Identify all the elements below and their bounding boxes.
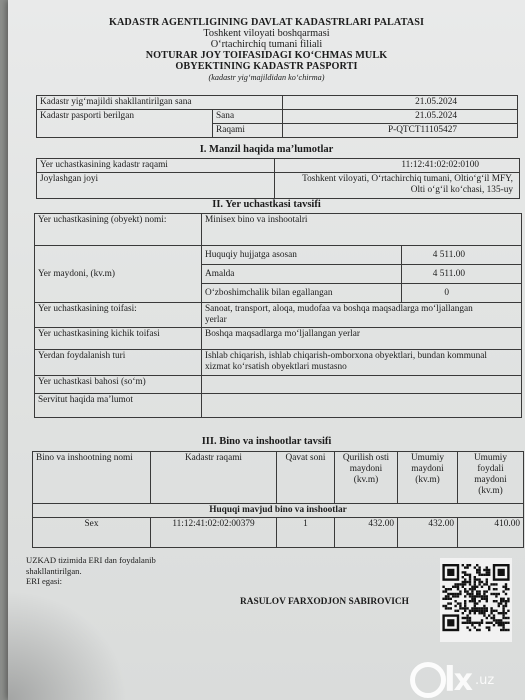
area-label: Yer maydoni, (kv.m) xyxy=(35,246,202,303)
usage-label: Yerdan foydalanish turi xyxy=(35,350,202,376)
land-value-value xyxy=(202,376,522,394)
col-total-area: Umumiy maydoni (kv.m) xyxy=(398,452,458,504)
location-value-line2: Olti o‘g‘il ko‘chasi, 135-uy xyxy=(410,185,513,195)
category-label: Yer uchastkasining toifasi: xyxy=(35,303,202,328)
shadow xyxy=(8,590,128,700)
qr-code-graphic xyxy=(440,558,512,642)
section2-title: II. Yer uchastkasi tavsifi xyxy=(212,199,321,210)
land-table xyxy=(34,213,522,418)
address-table xyxy=(36,158,520,199)
building-floors: 1 xyxy=(277,518,335,548)
region-office: Toshkent viloyati boshqarmasi xyxy=(203,28,330,39)
building-cadastral: 11:12:41:02:02:00379 xyxy=(151,518,277,548)
servitut-value xyxy=(202,394,522,418)
col-useful-area: Umumiy foydali maydoni (kv.m) xyxy=(458,452,524,504)
building-footprint: 432.00 xyxy=(335,518,398,548)
number-label: Raqami xyxy=(213,124,283,138)
buildings-table xyxy=(32,451,524,548)
document-title-line1: NOTURAR JOY TOIFASIDAGI KO‘CHMAS MULK xyxy=(145,50,388,61)
col-footprint: Qurilish osti maydoni (kv.m) xyxy=(335,452,398,504)
legal-area-label: Huquqiy hujjatga asosan xyxy=(202,246,402,265)
number-value: P-QTCT11105427 xyxy=(283,124,518,138)
date-value: 21.05.2024 xyxy=(283,110,518,124)
building-name: Sex xyxy=(33,518,151,548)
object-name-value: Minisex bino va inshootalri xyxy=(202,214,522,246)
cadastral-value: 11:12:41:02:02:0100 xyxy=(275,159,520,173)
cadastral-label: Yer uchastkasining kadastr raqami xyxy=(37,159,275,173)
eri-line2: shakllantirilgan. xyxy=(26,565,82,576)
building-useful-area: 410.00 xyxy=(458,518,524,548)
eri-note xyxy=(26,555,156,587)
unauthorized-area-value: 0 xyxy=(402,284,522,303)
district-branch: O‘rtachirchiq tumani filiali xyxy=(210,39,323,50)
section1-title: I. Manzil haqida ma’lumotlar xyxy=(199,144,334,155)
agency-title: KADASTR AGENTLIGINING DAVLAT KADASTRLARI PALATASI xyxy=(108,17,425,28)
building-total-area: 432.00 xyxy=(398,518,458,548)
category-value-line2: yerlar xyxy=(205,315,227,325)
unauthorized-area-label: O‘zboshimchalik bilan egallangan xyxy=(202,284,402,303)
date-label: Sana xyxy=(213,110,283,124)
category-value-line1: Sanoat, transport, aloqa, mudofaa va boshqa maqsadlarga mo‘ljallangan xyxy=(205,304,473,314)
qr-code xyxy=(440,558,512,642)
watermark-o-icon xyxy=(410,662,446,698)
location-label: Joylashgan joyi xyxy=(37,173,275,199)
issued-label: Kadastr pasporti berilgan xyxy=(37,110,213,138)
col-cadastral: Kadastr raqami xyxy=(151,452,277,504)
col-building-name: Bino va inshootning nomi xyxy=(33,452,151,504)
actual-area-value: 4 511.00 xyxy=(402,265,522,284)
subcategory-label: Yer uchastkasining kichik toifasi xyxy=(35,328,202,350)
created-label: Kadastr yig‘majildi shakllantirilgan sana xyxy=(37,96,283,110)
buildings-subheader: Huquqi mavjud bino va inshootlar xyxy=(33,504,524,518)
object-name-label: Yer uchastkasining (obyekt) nomi: xyxy=(35,214,202,246)
table-row xyxy=(33,518,524,548)
subcategory-value: Boshqa maqsadlarga mo‘ljallangan yerlar xyxy=(202,328,522,350)
watermark-tld: .uz xyxy=(475,672,495,688)
usage-value-line2: xizmat ko‘rsatish obyektlari mustasno xyxy=(205,362,347,372)
eri-line1: UZKAD tizimida ERI dan foydalanib xyxy=(26,555,156,565)
usage-value-line1: Ishlab chiqarish, ishlab chiqarish-omborxona obyektlari, bundan kommunal xyxy=(205,351,487,361)
created-value: 21.05.2024 xyxy=(283,96,518,110)
passport-info-table xyxy=(36,95,518,138)
actual-area-label: Amalda xyxy=(202,265,402,284)
document-subtitle: (kadastr yig‘majildidan ko‘chirma) xyxy=(208,73,325,82)
location-value-line1: Toshkent viloyati, O‘rtachirchiq tumani, Oltio‘g‘il MFY, xyxy=(302,174,513,184)
eri-owner-label: ERI egasi: xyxy=(26,576,63,586)
document-page xyxy=(8,0,525,700)
legal-area-value: 4 511.00 xyxy=(402,246,522,265)
document-title-line2: OBYEKTINING KADASTR PASPORTI xyxy=(175,61,358,72)
land-value-label: Yer uchastkasi bahosi (so‘m) xyxy=(35,376,202,394)
olx-watermark: lx .uz xyxy=(410,660,494,700)
signer-name: RASULOV FARXODJON SABIROVICH xyxy=(240,597,409,607)
section3-title: III. Bino va inshootlar tavsifi xyxy=(201,436,332,447)
col-floors: Qavat soni xyxy=(277,452,335,504)
document-header xyxy=(8,17,525,83)
servitut-label: Servitut haqida ma’lumot xyxy=(35,394,202,418)
